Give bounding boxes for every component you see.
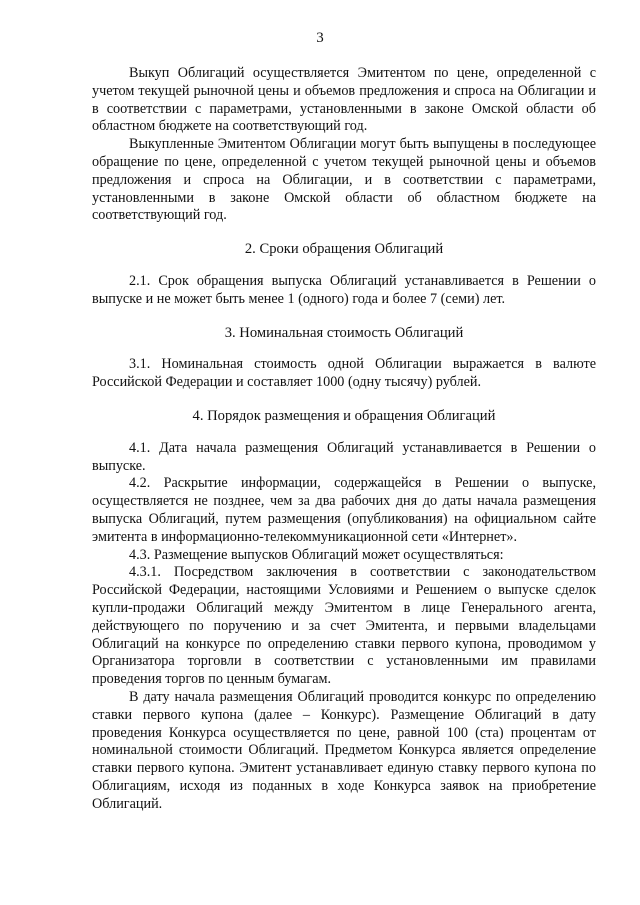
paragraph-buyback: Выкуп Облигаций осуществляется Эмитентом по цене, определенной с учетом текущей рыночной цены и объемов предложения и спроса на Облигации и в соответствии с параметрами, установленными в законе Омской области об областном бюджете на соответствующий год. <box>92 65 596 135</box>
paragraph-4-3: 4.3. Размещение выпусков Облигаций может осуществляться: <box>129 546 504 563</box>
paragraph-4-1: 4.1. Дата начала размещения Облигаций устанавливается в Решении о выпуске. <box>92 439 596 474</box>
document-body <box>92 65 596 813</box>
paragraph-4-3-1: 4.3.1. Посредством заключения в соответствии с законодательством Российской Федерации, настоящими Условиями и Решением о выпуске сделок купли-продажи Облигаций между Эмитентом в лице Генерального агента, действующего по поручению и за счет Эмитента, и первыми владельцами Облигаций на конкурсе по определению ставки первого купона, проводимом у Организатора торговли в соответствии с установленными им правилами проведения торгов по ценным бумагам. <box>92 564 596 688</box>
paragraph-4-2: 4.2. Раскрытие информации, содержащейся в Решении о выпуске, осуществляется не позднее, чем за два рабочих дня до даты начала размещения выпуска Облигаций, путем размещения (опубликования) на официальном сайте эмитента в информационно-телекоммуникационной сети «Интернет». <box>92 475 596 545</box>
paragraph-repurchased-circulation: Выкупленные Эмитентом Облигации могут быть выпущены в последующее обращение по цене, определенной с учетом текущей рыночной цены и объемов предложения и спроса на Облигации, и в соответствии с параметрами, установленными в законе Омской области об областном бюджете на соответствующий год. <box>92 136 596 224</box>
section-heading-3: 3. Номинальная стоимость Облигаций <box>224 324 464 341</box>
page-number: 3 <box>316 30 324 46</box>
section-heading-4: 4. Порядок размещения и обращения Облигаций <box>192 407 496 424</box>
paragraph-auction: В дату начала размещения Облигаций проводится конкурс по определению ставки первого купона (далее – Конкурс). Размещение Облигаций в дату проведения Конкурса осуществляется по цене, равной 100 (ста) процентам от номинальной стоимости Облигаций. Предметом Конкурса является определение ставки первого купона. Эмитент устанавливает единую ставку первого купона по Облигациям, исходя из поданных в ходе Конкурса заявок на приобретение Облигаций. <box>92 688 596 812</box>
section-heading-2: 2. Сроки обращения Облигаций <box>244 241 444 258</box>
paragraph-2-1: 2.1. Срок обращения выпуска Облигаций устанавливается в Решении о выпуске и не может быть менее 1 (одного) года и более 7 (семи) лет. <box>92 272 596 307</box>
paragraph-3-1: 3.1. Номинальная стоимость одной Облигации выражается в валюте Российской Федерации и составляет 1000 (одну тысячу) рублей. <box>92 356 596 391</box>
